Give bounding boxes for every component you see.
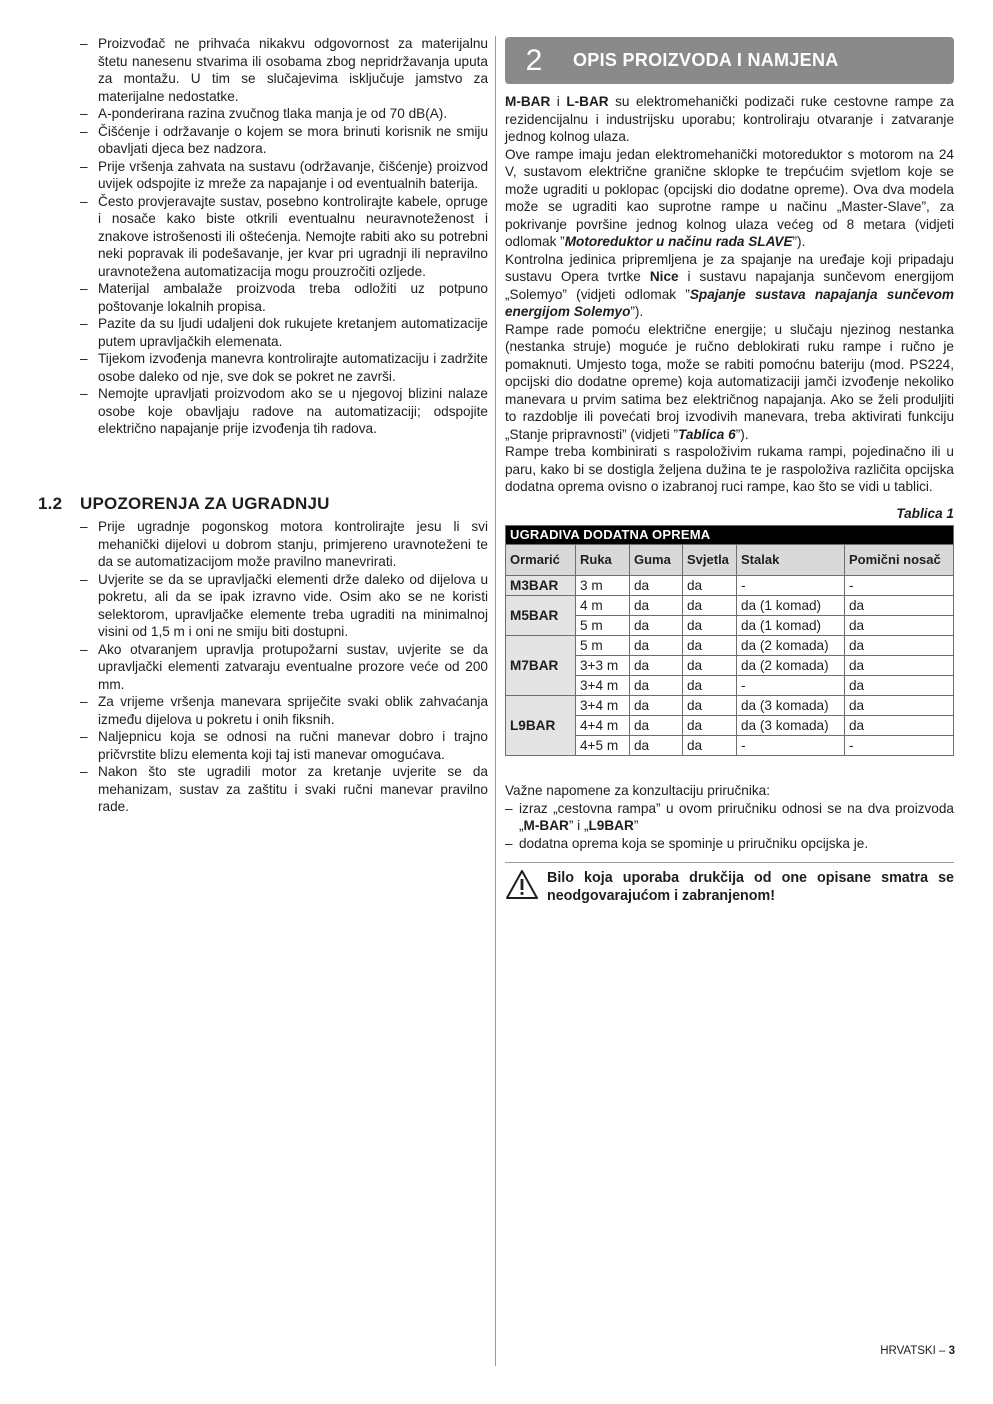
dash: – [80,281,88,296]
column-header: Guma [630,545,683,576]
list-item [80,105,488,123]
dash: – [80,158,88,174]
chapter-banner [505,37,954,84]
table-cell: 3+4 m [576,676,630,696]
table-cell: - [845,576,954,596]
table-cell: da (2 komada) [737,636,845,656]
list-item-text: Tijekom izvođenja manevra kontrolirajte automatizaciju i zadržite osobe daleko od nje, sve dok se pokret ne završi. [98,351,488,384]
table-cell: da [683,616,737,636]
column-header: Stalak [737,545,845,576]
chapter-number: 2 [525,43,543,77]
table-cell: da [683,676,737,696]
model-cell: M7BAR [506,636,576,696]
table-cell: - [737,676,845,696]
dash: – [80,519,88,534]
dash: – [80,729,88,744]
table-row [506,576,954,596]
table-body [506,576,954,756]
list-item-text: Materijal ambalaže proizvoda treba odložiti uz potpuno poštovanje lokalnih propisa. [98,281,488,314]
section-title: UPOZORENJA ZA UGRADNJU [80,494,330,513]
column-divider [495,36,496,1366]
table-header-row [506,545,954,576]
table-cell: da [845,616,954,636]
table-cell: da [630,656,683,676]
product-name-mbar: M-BAR [505,94,551,109]
list-item [80,385,488,438]
table-cell: - [737,576,845,596]
table-cell: 5 m [576,616,630,636]
paragraph-combination: Rampe treba kombinirati s raspoloživim rukama rampi, pojedinačno ili u paru, kako bi se dostigla željena dužina te je raspoloživa različita opcijska dodatna oprema ovisno o izabranoj ruci rampe, kao što se vidi u tablici. [505,444,954,494]
text-span: i [550,94,567,109]
table-cell: da (3 komada) [737,716,845,736]
model-cell: L9BAR [506,696,576,756]
table-caption: Tablica 1 [896,505,954,521]
text-span: ” [633,818,639,833]
table-cell: da [630,716,683,736]
footer-language: HRVATSKI – [880,1345,949,1357]
page-footer [880,1345,955,1357]
chapter-title: OPIS PROIZVODA I NAMJENA [573,49,839,70]
installation-list [80,518,488,816]
list-item [80,315,488,350]
list-item-text: Prije ugradnje pogonskog motora kontrolirajte jesu li svi mehanički dijelovi u dobrom stanju, primjereno uravnoteženi te da se automatizacijom može pravilno manevrirati. [98,519,488,569]
table-cell: - [845,736,954,756]
list-item [80,693,488,728]
list-item [80,763,488,816]
list-item-text: Pazite da su ljudi udaljeni dok rukujete kretanjem automatizacije putem upravljačkih elemenata. [98,316,488,349]
accessories-table [505,525,954,756]
text-span: su elektromehanički podizači ruke cestovne rampe za rezidencijalnu i industrijsku uporabu; kontroliraju otvaranje i zatvaranje jednog kolnog ulaza. [505,94,954,144]
dash: – [80,316,88,331]
dash: – [80,386,88,401]
table-cell: da (3 komada) [737,696,845,716]
column-header: Svjetla [683,545,737,576]
table-cell: da (1 komad) [737,596,845,616]
table-row [506,636,954,656]
table-cell: da [630,616,683,636]
warning-text: Bilo koja uporaba drukčija od one opisane smatra se neodgovarajućom i zabranjenom! [547,870,954,904]
list-item [80,350,488,385]
dash: – [505,800,513,816]
notes-list [505,800,954,853]
product-name-l9bar: L9BAR [588,818,634,833]
paragraph-power [505,321,954,444]
safety-list [80,35,488,438]
text-span: ” i „ [568,818,589,833]
table-cell: da [683,636,737,656]
table-cell: da [845,656,954,676]
table-cell: 4 m [576,596,630,616]
left-column [80,35,488,438]
table-row [506,596,954,616]
dash: – [80,571,88,587]
text-span: Ove rampe imaju jedan elektromehanički motoreduktor s motorom na 24 V, sustavom električne granične sklopke te trepćućim svjetlom koje se može ugraditi u poklopac (opcijski dio dodatne opreme). Ova dva modela može se ugraditi kao suprotne rampe u načinu „Master-Slave”, za pokrivanje površine jednog kolnog ulaza većeg od 8 metara (vidjeti odlomak ” [505,146,954,249]
list-item-text: Za vrijeme vršenja manevara spriječite svaki oblik zahvaćanja između dijelova u pokretu i onih fiksnih. [98,694,488,727]
product-name-lbar: L-BAR [566,94,609,109]
dash: – [80,193,88,209]
list-item-text: Ako otvaranjem upravlja protupožarni sustav, uvjerite se da upravljački elementi zatvaraju eventualne prozore veće od 200 mm. [98,641,488,692]
list-item-text: Nemojte upravljati proizvodom ako se u njegovoj blizini nalaze osobe koje obavljaju radove na automatizaciji; odspojite električno napajanje prije izvođenja tih radova. [98,386,488,436]
brand-nice: Nice [649,269,679,284]
table-cell: da [683,696,737,716]
table-cell: da [683,576,737,596]
paragraph-motor [505,146,954,251]
table-cell: 4+4 m [576,716,630,736]
table-cell: da [630,676,683,696]
table-row [506,696,954,716]
paragraph-intro [505,93,954,146]
list-item [80,158,488,193]
table-cell: da (2 komada) [737,656,845,676]
reference-slave: Motoreduktor u načinu rada SLAVE [564,234,793,249]
reference-table6: Tablica 6 [678,426,736,442]
list-item-text: Uvjerite se da se upravljački elementi drže daleko od dijelova u pokretu, ali da se ipak izravno vide. Osim ako se ne koristi selektorom, upravljačke elemente treba ugraditi na minimalnoj visini od 1,5 m i oni ne smiju biti dostupni. [98,571,488,639]
table-title: UGRADIVA DODATNA OPREMA [506,526,954,545]
text-span: ”). [792,234,806,249]
table-cell: da [630,596,683,616]
list-item [80,35,488,105]
table-cell: da [630,736,683,756]
model-cell: M5BAR [506,596,576,636]
dash: – [80,123,88,139]
page-number: 3 [948,1345,955,1357]
notes-block [505,782,954,852]
table-cell: da [683,716,737,736]
table-cell: da [630,696,683,716]
dash: – [80,764,88,779]
list-item-text: Često provjeravajte sustav, posebno kontrolirajte kabele, opruge i nosače kako biste otkrili eventualnu neuravnoteženost i znakove istrošenosti ili oštećenja. Nemojte rabiti ako su potrebni neki popravak ili podešavanje, jer kvar pri ugradnji ili nepravilno uravnotežena automatizacija mogu prouzročiti ozljede. [98,193,488,279]
list-item-text: Proizvođač ne prihvaća nikakvu odgovornost za materijalnu štetu nanesenu stvarima ili osobama zbog nepridržavanja uputa za montažu. U tim se slučajevima isključuje jamstvo za materijalne nedostatke. [98,36,488,104]
dash: – [80,36,88,51]
text-span: ”). [735,426,749,442]
text-span: Kontrolna jedinica pripremljena je za spajanje na uređaje koji pripadaju sustavu Opera tvrtke [505,251,954,284]
table-cell: 4+5 m [576,736,630,756]
dash: – [80,641,88,657]
table-cell: da [630,576,683,596]
list-item [80,123,488,158]
table-cell: da [845,676,954,696]
paragraph-control-unit [505,251,954,321]
dash: – [80,694,88,709]
warning-triangle-icon [505,869,547,906]
table-cell: da [845,596,954,616]
model-cell: M3BAR [506,576,576,596]
column-header: Ruka [576,545,630,576]
list-item [80,728,488,763]
table-cell: da [683,656,737,676]
table-cell: - [737,736,845,756]
product-name-mbar: M-BAR [523,818,569,833]
table-cell: da [683,736,737,756]
notes-intro: Važne napomene za konzultaciju priručnika: [505,783,770,798]
list-item-text: Prije vršenja zahvata na sustavu (održavanje, čišćenje) proizvod uvijek odspojite iz mreže za napajanje i od eventualnih baterija. [98,158,488,191]
section-heading [38,494,330,514]
list-item [80,280,488,315]
list-item [80,571,488,641]
dash: – [80,106,88,121]
table-cell: da [845,696,954,716]
list-item-text: Nakon što ste ugradili motor za kretanje uvjerite se da mehanizam, sustav za zaštitu i svaki ručni manevar pravilno rade. [98,764,488,814]
text-span: izraz „cestovna rampa” u ovom priručniku odnosi se na dva proizvoda „ [519,800,954,833]
text-span: Rampe rade pomoću električne energije; u slučaju njezinog nestanka (nestanka struje) moguće je ručno deblokirati ruku rampe i ručno je pomaknuti. Umjesto toga, može se rabiti pomoćnu bateriju (mod. PS224, opcijski dio dodatne opreme) koja automatizaciji jamči izvođenje nekoliko manevara u prvim satima bez električnog napajanja. Ako se želi produljiti to razdoblje ili povećati broj izvodivih manevara, treba aktivirati funkciju „Stanje pripravnosti” (vidjeti ” [505,321,954,442]
list-item [505,835,954,853]
text-span: i sustavu napajanja sunčevom energijom „Solemyo” (vidjeti odlomak ” [505,269,954,302]
table-cell: 3 m [576,576,630,596]
table-cell: 3+3 m [576,656,630,676]
list-item-text: A-ponderirana razina zvučnog tlaka manja je od 70 dB(A). [98,106,448,121]
table-cell: da [683,596,737,616]
list-item [80,193,488,281]
table-cell: da (1 komad) [737,616,845,636]
list-item [505,800,954,835]
list-item-text: Čišćenje i održavanje o kojem se mora brinuti korisnik ne smiju obavljati djeca bez nadzora. [98,123,488,156]
right-column [505,37,954,906]
table-cell: da [845,636,954,656]
dash: – [505,835,513,851]
list-item [80,641,488,694]
list-item [80,518,488,571]
dash: – [80,351,88,366]
table-cell: da [845,716,954,736]
section-number: 1.2 [38,494,63,513]
reference-solemyo: Spajanje sustava napajanja sunčevom energijom Solemyo [505,286,954,319]
column-header: Pomični nosač [845,545,954,576]
list-item-text: Naljepnicu koja se odnosi na ručni manevar dobro i trajno pričvrstite blizu elementa koji taj isti manevar omogućava. [98,729,488,762]
text-span: ”). [630,304,644,319]
table-cell: 5 m [576,636,630,656]
table-cell: da [630,636,683,656]
warning-box [505,862,954,906]
text-span: dodatna oprema koja se spominje u priručniku opcijska je. [519,835,869,851]
table-cell: 3+4 m [576,696,630,716]
column-header: Ormarić [506,545,576,576]
installation-warnings [80,518,488,816]
